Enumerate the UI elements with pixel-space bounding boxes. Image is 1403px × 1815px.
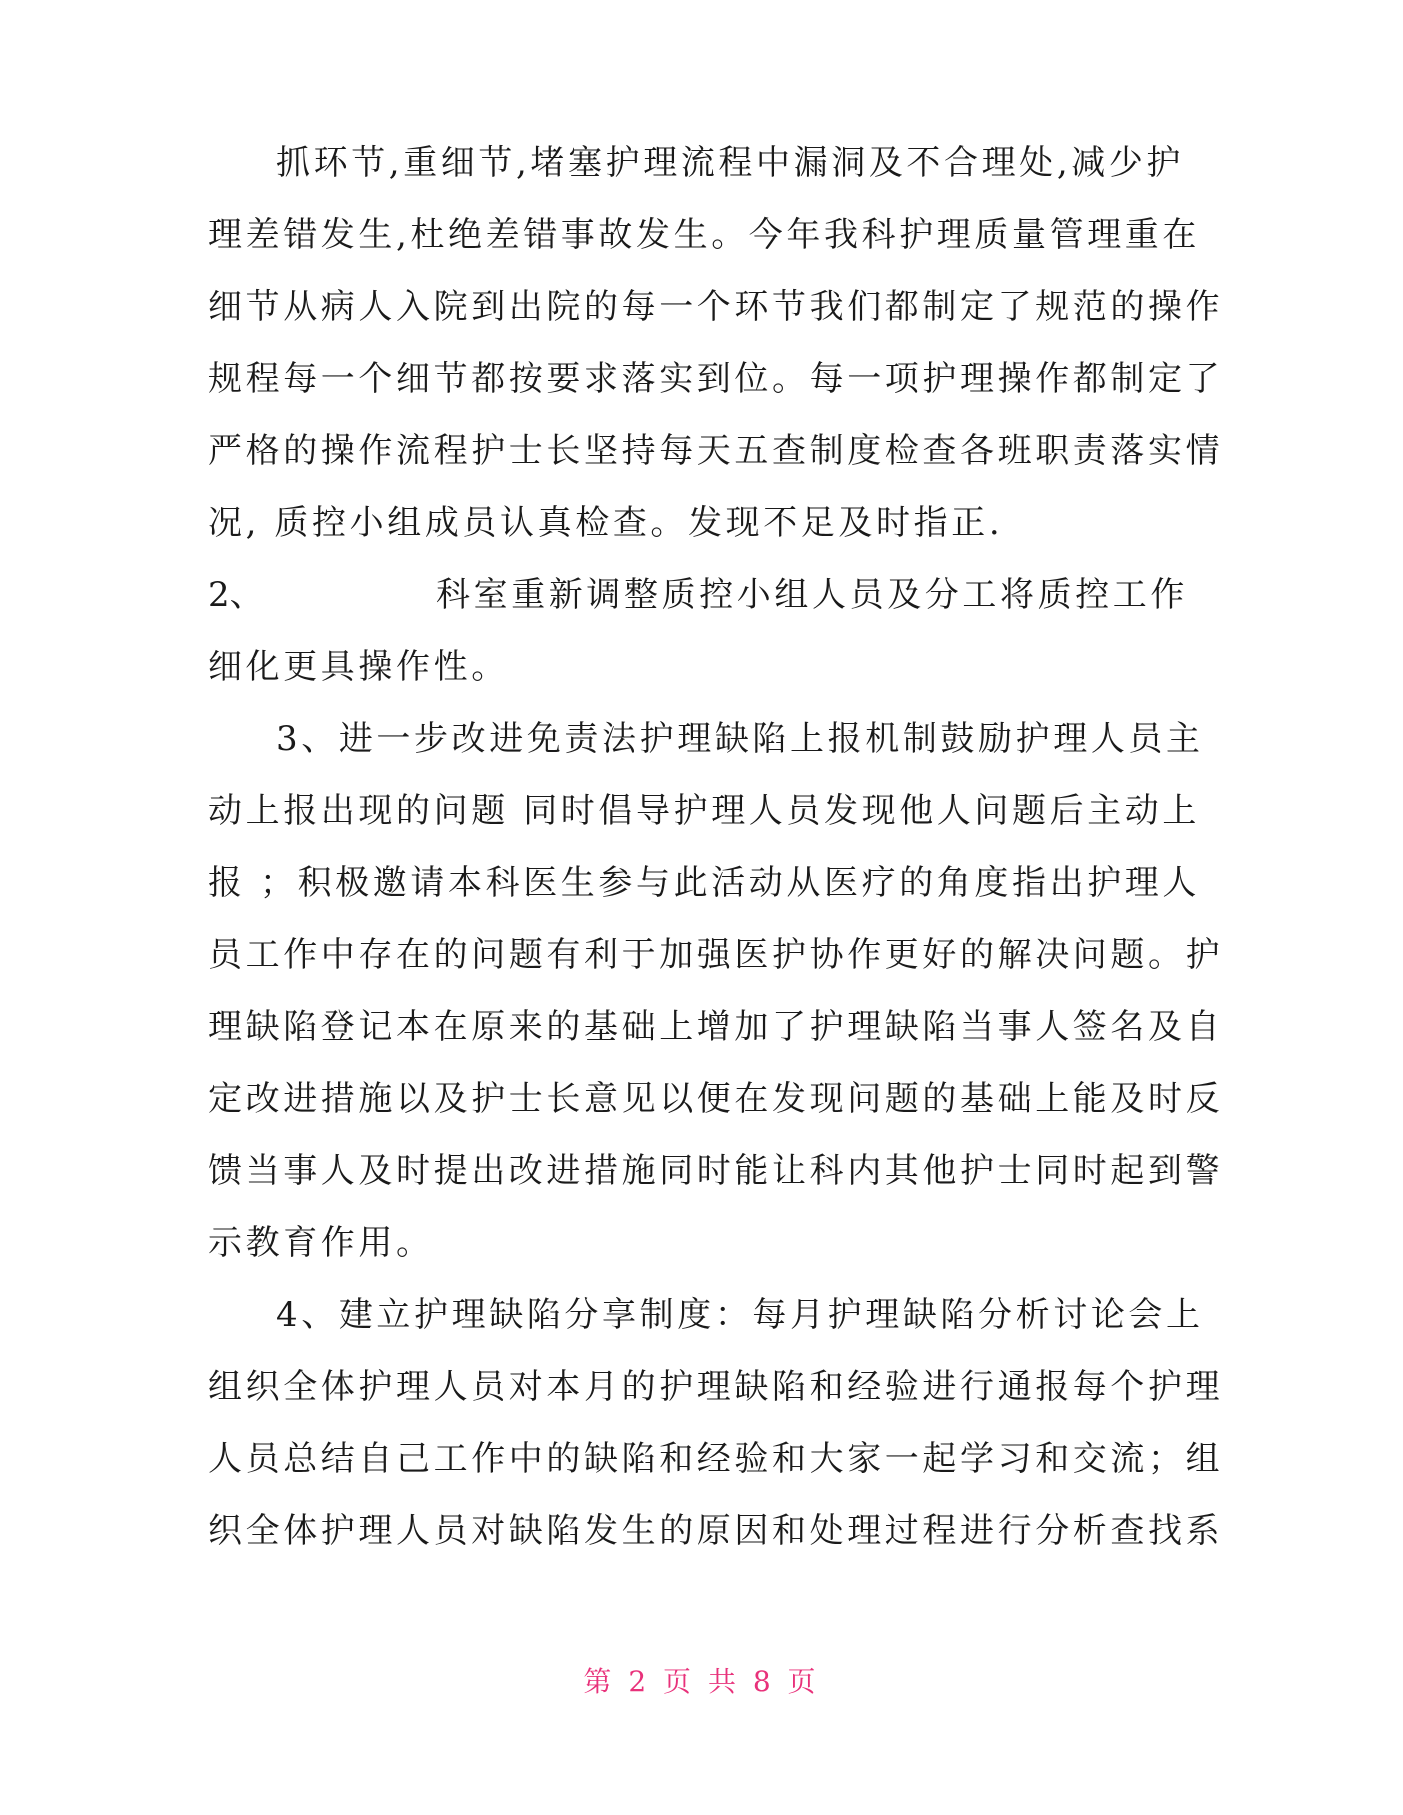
paragraph-line: 抓环节,重细节,堵塞护理流程中漏洞及不合理处,减少护 bbox=[276, 143, 1185, 183]
page-number-footer: 第 2 页 共 8 页 bbox=[583, 1665, 820, 1698]
paragraph-line: 况, 质控小组成员认真检查。发现不足及时指正. bbox=[208, 503, 1004, 543]
paragraph-line: 严格的操作流程护士长坚持每天五查制度检查各班职责落实情 bbox=[208, 431, 1224, 471]
paragraph-line: 报 ；积极邀请本科医生参与此活动从医疗的角度指出护理人 bbox=[208, 863, 1201, 903]
paragraph-line: 科室重新调整质控小组人员及分工将质控工作 bbox=[436, 575, 1188, 615]
list-item-2-line bbox=[208, 559, 1188, 631]
paragraph-line: 3、进一步改进免责法护理缺陷上报机制鼓励护理人员主 bbox=[276, 719, 1204, 759]
list-item-number: 2、 bbox=[208, 575, 264, 615]
paragraph-line: 馈当事人及时提出改进措施同时能让科内其他护士同时起到警 bbox=[208, 1151, 1224, 1191]
paragraph-line: 理缺陷登记本在原来的基础上增加了护理缺陷当事人签名及自 bbox=[208, 1007, 1224, 1047]
paragraph-line: 示教育作用。 bbox=[208, 1223, 434, 1263]
paragraph-line: 织全体护理人员对缺陷发生的原因和处理过程进行分析查找系 bbox=[208, 1511, 1224, 1551]
paragraph-line: 员工作中存在的问题有利于加强医护协作更好的解决问题。护 bbox=[208, 935, 1224, 975]
paragraph-line: 动上报出现的问题 同时倡导护理人员发现他人问题后主动上 bbox=[208, 791, 1201, 831]
paragraph-line: 组织全体护理人员对本月的护理缺陷和经验进行通报每个护理 bbox=[208, 1367, 1224, 1407]
paragraph-line: 人员总结自己工作中的缺陷和经验和大家一起学习和交流；组 bbox=[208, 1439, 1224, 1479]
paragraph-line: 细化更具操作性。 bbox=[208, 647, 509, 687]
document-body bbox=[208, 127, 1224, 1567]
paragraph-line: 定改进措施以及护士长意见以便在发现问题的基础上能及时反 bbox=[208, 1079, 1224, 1119]
paragraph-line: 4、建立护理缺陷分享制度：每月护理缺陷分析讨论会上 bbox=[276, 1295, 1204, 1335]
paragraph-line: 细节从病人入院到出院的每一个环节我们都制定了规范的操作 bbox=[208, 287, 1224, 327]
paragraph-line: 规程每一个细节都按要求落实到位。每一项护理操作都制定了 bbox=[208, 359, 1224, 399]
paragraph-line: 理差错发生,杜绝差错事故发生。今年我科护理质量管理重在 bbox=[208, 215, 1201, 255]
